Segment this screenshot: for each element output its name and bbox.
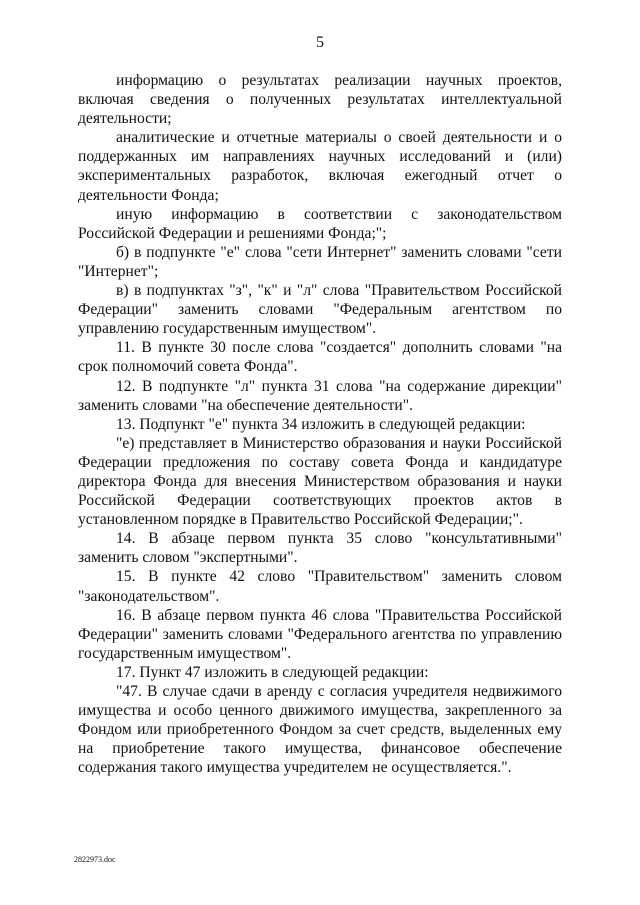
paragraph-6: 11. В пункте 30 после слова "создается" дополнить словами "на срок полномочий совета Фонда". xyxy=(78,339,562,376)
paragraph-12: 16. В абзаце первом пункта 46 слова "Правительства Российской Федерации" заменить словами "Федерального агентства по управлению государственным имуществом". xyxy=(78,606,562,662)
paragraph-11: 15. В пункте 42 слово "Правительством" заменить словом "законодательством". xyxy=(78,568,562,605)
paragraph-8: 13. Подпункт "е" пункта 34 изложить в следующей редакции: xyxy=(116,415,526,433)
document-body xyxy=(78,71,562,777)
paragraph-3: иную информацию в соответствии с законодательством Российской Федерации и решениями Фонда;"; xyxy=(78,205,562,242)
paragraph-7: 12. В подпункте "л" пункта 31 слова "на содержание дирекции" заменить словами "на обеспечение деятельности". xyxy=(78,377,562,414)
paragraph-14: "47. В случае сдачи в аренду с согласия учредителя недвижимого имущества и особо ценного движимого имущества, закрепленного за Фондом или приобретенного Фондом за счет средств, выделенных ему на приобретение такого имущества, финансовое обеспечение содержания такого имущества учредителем не осуществляется.". xyxy=(78,683,562,777)
paragraph-13: 17. Пункт 47 изложить в следующей редакции: xyxy=(116,663,429,681)
page-number: 5 xyxy=(316,34,324,51)
paragraph-9: "е) представляет в Министерство образования и науки Российской Федерации предложения по составу совета Фонда и кандидатуре директора Фонда для внесения Министерством образования и науки Российской Федерации соответствующих проектов актов в установленном порядке в Правительство Российской Федерации;". xyxy=(78,434,562,529)
paragraph-5: в) в подпунктах "з", "к" и "л" слова "Правительством Российской Федерации" заменить словами "Федеральным агентством по управлению государственным имуществом". xyxy=(78,282,562,338)
paragraph-2: аналитические и отчетные материалы о своей деятельности и о поддержанных им направлениях научных исследований и (или) экспериментальных разработок, включая ежегодный отчет о деятельности Фонда; xyxy=(78,129,562,204)
paragraph-4: б) в подпункте "е" слова "сети Интернет" заменить словами "сети "Интернет"; xyxy=(78,243,562,280)
paragraph-1: информацию о результатах реализации научных проектов, включая сведения о полученных результатах интеллектуальной деятельности; xyxy=(78,72,562,128)
paragraph-10: 14. В абзаце первом пункта 35 слово "консультативными" заменить словом "экспертными". xyxy=(78,530,562,567)
footer-filename: 2822973.doc xyxy=(74,855,116,864)
